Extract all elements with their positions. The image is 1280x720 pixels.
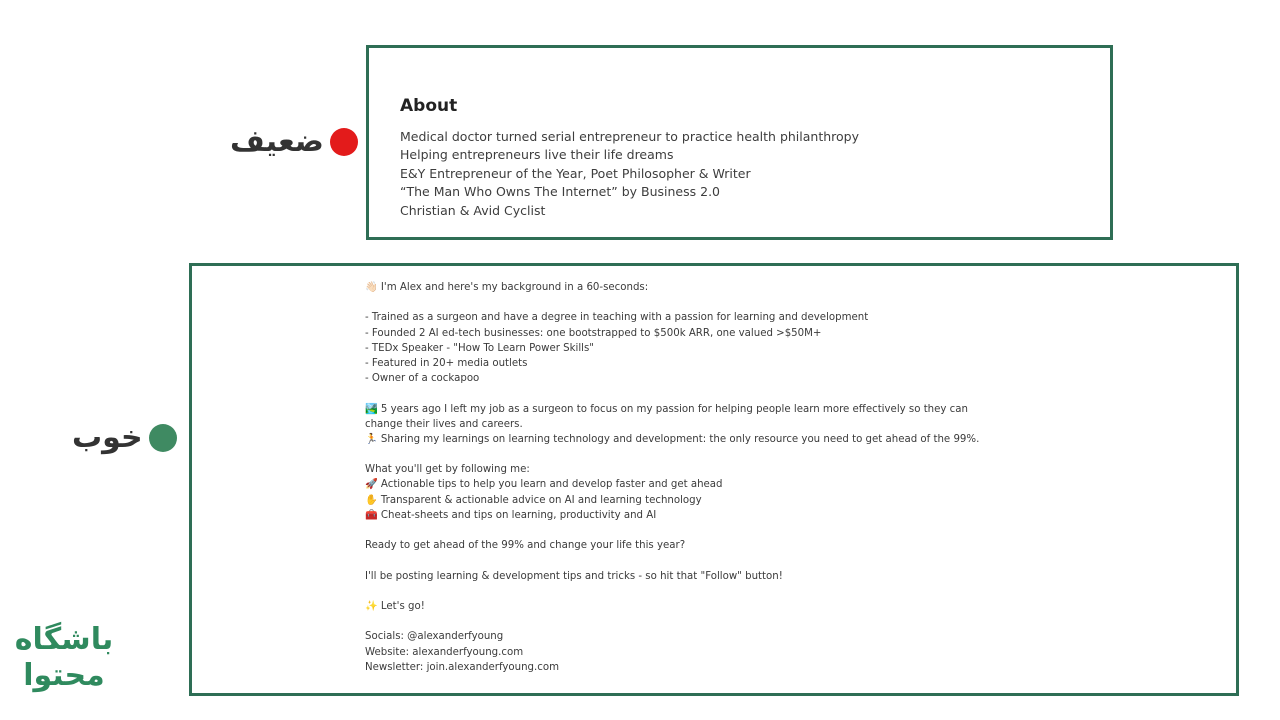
about-line: Website: alexanderfyoung.com	[365, 646, 524, 658]
about-line: - Trained as a surgeon and have a degree in teaching with a passion for learning and development	[365, 312, 869, 324]
blank-line	[365, 295, 965, 310]
blank-line	[365, 614, 965, 629]
about-line: Newsletter: join.alexanderfyoung.com	[365, 661, 560, 673]
about-line: ✨ Let's go!	[365, 600, 425, 612]
about-line: change their lives and careers.	[365, 418, 523, 430]
about-line: Christian & Avid Cyclist	[400, 202, 546, 218]
blank-line	[365, 386, 965, 401]
blank-line	[365, 584, 965, 599]
about-line: “The Man Who Owns The Internet” by Business 2.0	[400, 184, 720, 200]
weak-label-text: ضعیف	[230, 124, 324, 159]
about-line: 👋🏻 I'm Alex and here's my background in a 60-seconds:	[365, 282, 649, 293]
green-indicator-icon	[149, 424, 177, 452]
about-line: ✋ Transparent & actionable advice on AI and learning technology	[365, 494, 702, 506]
about-line: Socials: @alexanderfyoung	[365, 631, 504, 643]
brand-logo-line1: باشگاه	[14, 622, 114, 657]
about-line: 🏃 Sharing my learnings on learning technology and development: the only resource you need to get ahead of the 99%.	[365, 433, 980, 445]
about-line: 🏞️ 5 years ago I left my job as a surgeon to focus on my passion for helping people learn more effectively so they can	[365, 403, 968, 415]
about-line: Medical doctor turned serial entrepreneur to practice health philanthropy	[400, 129, 860, 144]
about-line: E&Y Entrepreneur of the Year, Poet Philosopher & Writer	[400, 165, 751, 181]
about-line: What you'll get by following me:	[365, 464, 530, 476]
weak-label	[230, 124, 358, 159]
about-line: - Founded 2 AI ed-tech businesses: one bootstrapped to $500k ARR, one valued >$50M+	[365, 327, 822, 339]
weak-about-box	[366, 45, 1113, 240]
blank-line	[365, 523, 965, 538]
blank-line	[365, 447, 965, 462]
brand-logo	[14, 622, 114, 694]
about-line: Helping entrepreneurs live their life dreams	[400, 147, 674, 163]
about-line: Ready to get ahead of the 99% and change your life this year?	[365, 540, 686, 552]
about-lines	[400, 128, 859, 220]
good-about-box	[189, 263, 1239, 696]
blank-line	[365, 553, 965, 568]
about-line: I'll be posting learning & development tips and tricks - so hit that "Follow" button!	[365, 570, 783, 582]
about-title: About	[400, 96, 458, 116]
good-about-content	[365, 280, 980, 675]
about-line: 🚀 Actionable tips to help you learn and develop faster and get ahead	[365, 479, 723, 491]
brand-logo-line2: محتوا	[23, 658, 105, 693]
about-line: - Featured in 20+ media outlets	[365, 357, 528, 369]
about-line: - TEDx Speaker - "How To Learn Power Skills"	[365, 342, 594, 354]
good-label-text: خوب	[72, 420, 143, 455]
about-line: 🧰 Cheat-sheets and tips on learning, productivity and AI	[365, 509, 657, 521]
red-indicator-icon	[330, 128, 358, 156]
about-line: - Owner of a cockapoo	[365, 373, 480, 385]
good-label	[72, 420, 177, 455]
